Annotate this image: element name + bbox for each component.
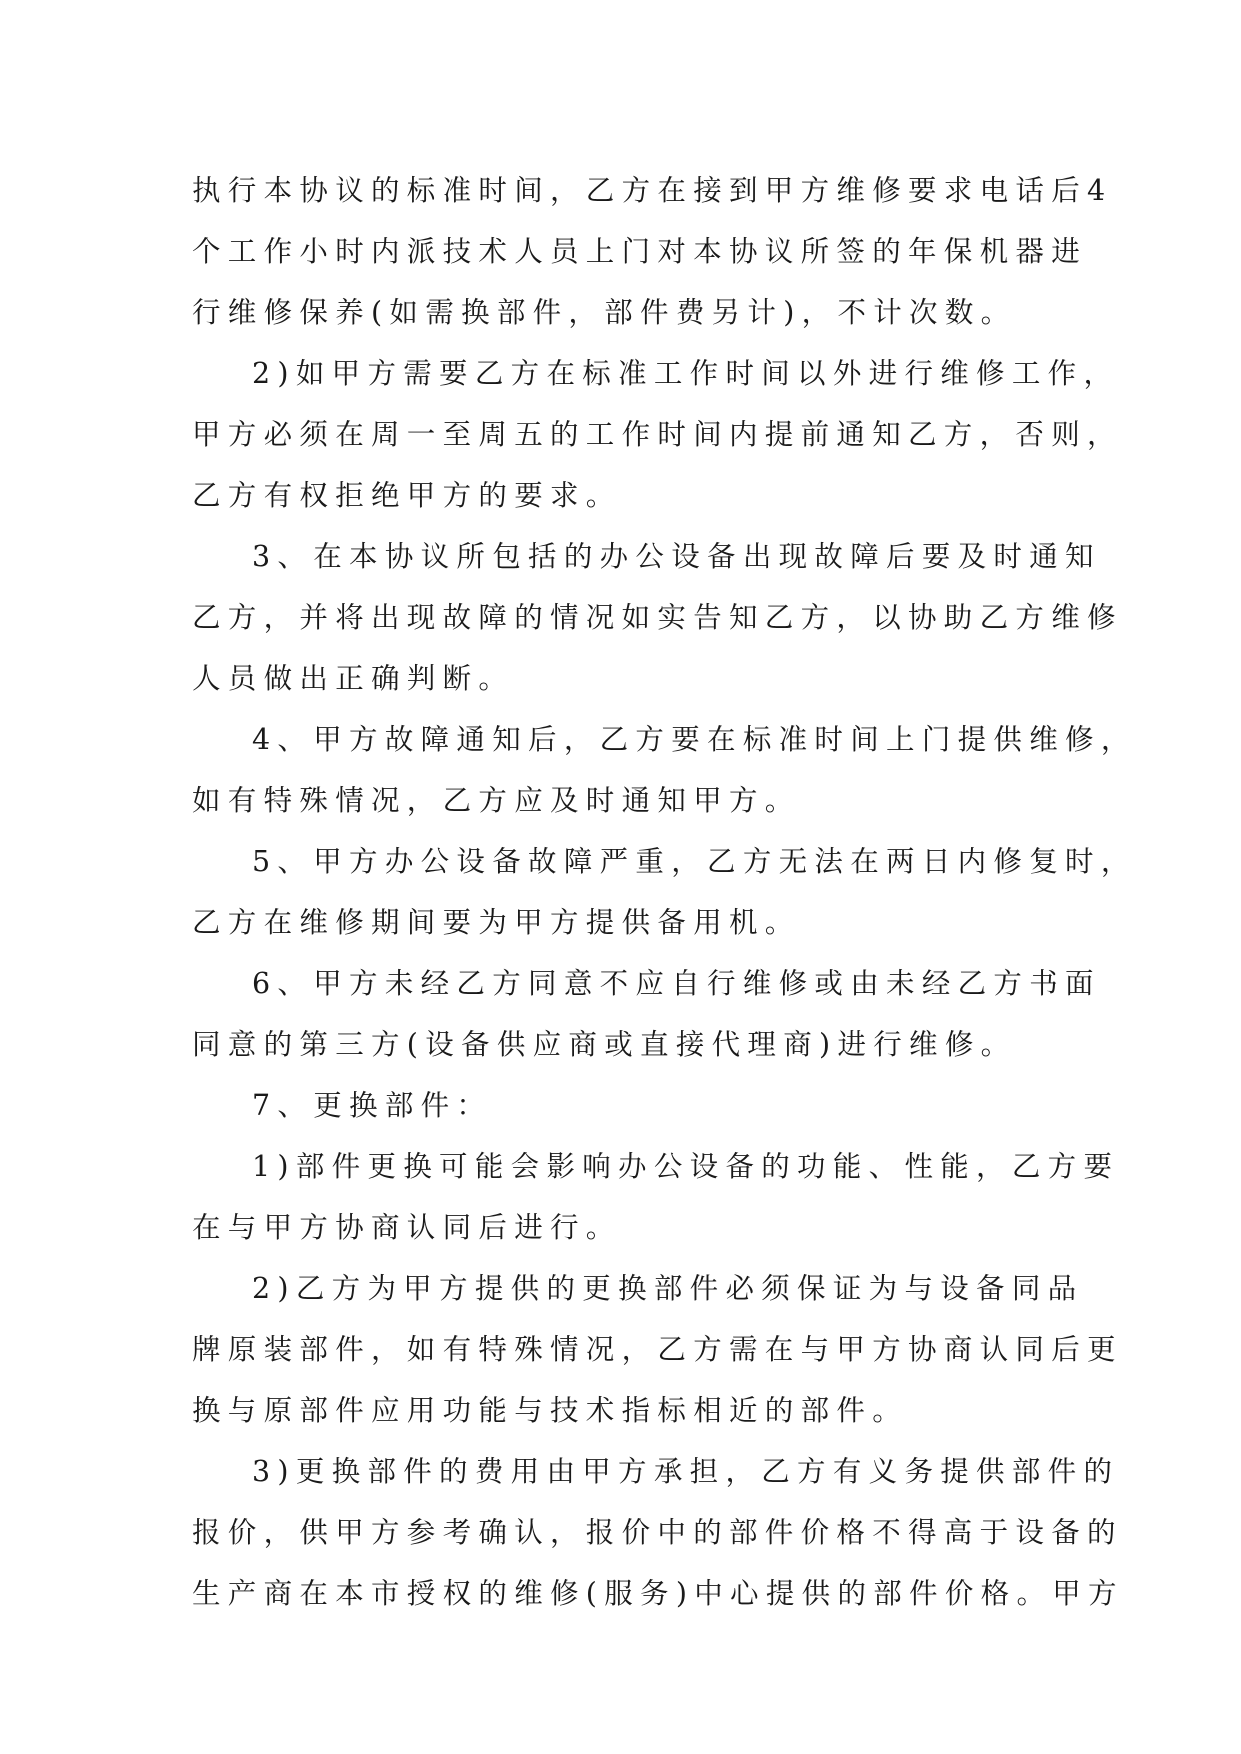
text-line: 2)如甲方需要乙方在标准工作时间以外进行维修工作， [252,357,1120,390]
text-line: 执行本协议的标准时间，乙方在接到甲方维修要求电话后4 [192,174,1113,207]
text-line: 5、甲方办公设备故障严重，乙方无法在两日内修复时， [252,845,1137,878]
text-line: 2)乙方为甲方提供的更换部件必须保证为与设备同品 [252,1272,1084,1305]
text-line: 4、甲方故障通知后，乙方要在标准时间上门提供维修， [252,723,1137,756]
text-line: 换与原部件应用功能与技术指标相近的部件。 [192,1394,909,1427]
document-body [192,160,1137,1624]
text-line: 3)更换部件的费用由甲方承担，乙方有义务提供部件的 [252,1455,1120,1488]
text-line: 如有特殊情况，乙方应及时通知甲方。 [192,784,801,817]
text-line: 甲方必须在周一至周五的工作时间内提前通知乙方，否则， [192,418,1123,451]
text-line: 7、更换部件： [252,1089,493,1122]
text-line: 1)部件更换可能会影响办公设备的功能、性能，乙方要 [252,1150,1120,1183]
text-line: 3、在本协议所包括的办公设备出现故障后要及时通知 [252,540,1101,573]
text-line: 生产商在本市授权的维修(服务)中心提供的部件价格。甲方 [192,1577,1124,1610]
text-line: 同意的第三方(设备供应商或直接代理商)进行维修。 [192,1028,1017,1061]
text-line: 个工作小时内派技术人员上门对本协议所签的年保机器进 [192,235,1088,268]
text-line: 乙方在维修期间要为甲方提供备用机。 [192,906,801,939]
text-line: 乙方有权拒绝甲方的要求。 [192,479,622,512]
text-line: 在与甲方协商认同后进行。 [192,1211,622,1244]
text-line: 牌原装部件，如有特殊情况，乙方需在与甲方协商认同后更 [192,1333,1123,1366]
text-line: 行维修保养(如需换部件，部件费另计)，不计次数。 [192,296,1017,329]
text-line: 报价，供甲方参考确认，报价中的部件价格不得高于设备的 [192,1516,1123,1549]
text-line: 人员做出正确判断。 [192,662,515,695]
text-line: 乙方，并将出现故障的情况如实告知乙方，以协助乙方维修 [192,601,1123,634]
text-line: 6、甲方未经乙方同意不应自行维修或由未经乙方书面 [252,967,1101,1000]
